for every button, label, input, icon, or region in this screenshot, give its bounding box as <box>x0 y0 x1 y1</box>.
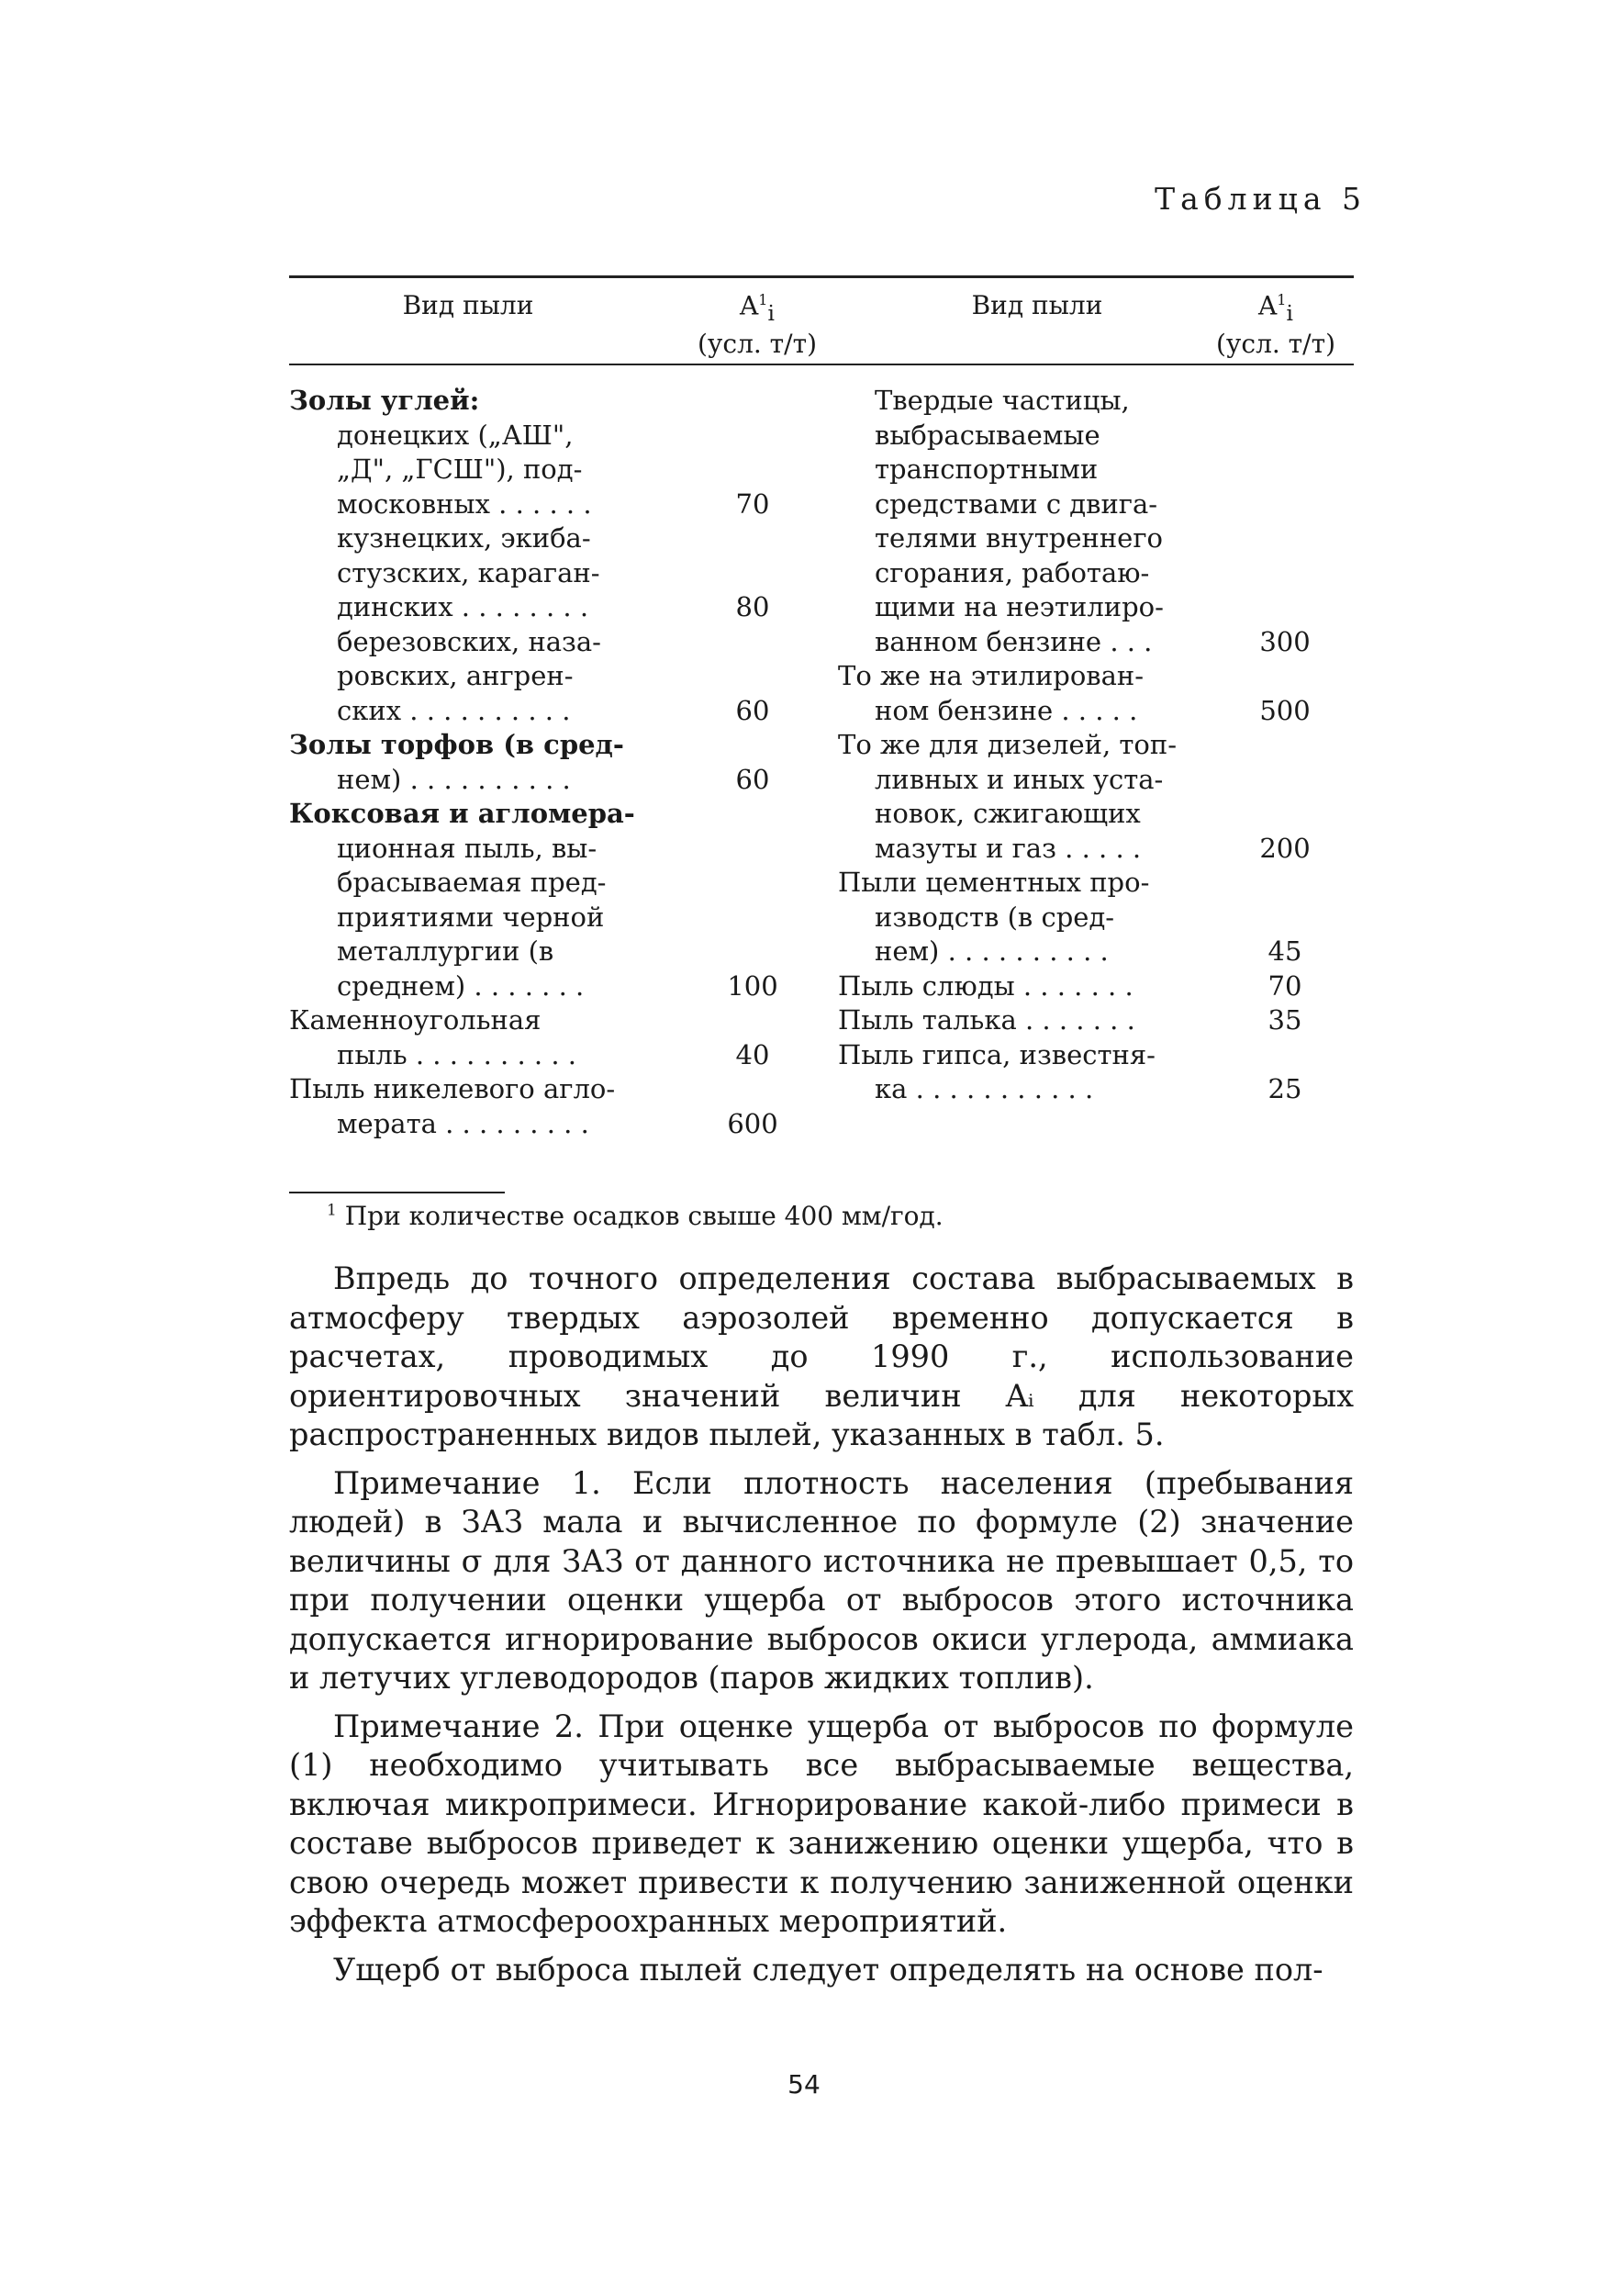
footnote <box>327 1201 944 1231</box>
dust-type-cell: пыль . . . . . . . . . . <box>337 1038 576 1070</box>
table-row <box>289 935 840 969</box>
dust-type-cell: Коксовая и агломера- <box>289 798 635 829</box>
dust-type-cell: березовских, наза- <box>337 625 601 657</box>
paragraph-note-1: Примечание 1. Если плотность населения (пребывания людей) в ЗАЗ мала и вычисленное по формуле (2) значение величины σ для ЗАЗ от данного источника не превышает 0,5, то при получении оценки ущерба от выбросов этого источника допускается игнорирование выбросов окиси углерода, аммиака и летучих углеводородов (паров жидких топлив). <box>289 1464 1354 1696</box>
table-row <box>831 763 1358 798</box>
table-row <box>289 453 840 487</box>
dust-type-cell: То же на этилирован- <box>838 660 1145 691</box>
coefficient-cell: 300 <box>1259 625 1311 657</box>
dust-type-cell: Пыль талька . . . . . . . <box>838 1004 1135 1036</box>
table-row <box>831 487 1358 522</box>
table-row <box>831 419 1358 454</box>
coefficient-cell: 500 <box>1259 694 1311 726</box>
table-row <box>289 694 840 729</box>
dust-type-cell: То же для дизелей, топ- <box>838 729 1178 760</box>
table-row <box>831 866 1358 901</box>
dust-type-cell: металлургии (в <box>337 935 554 967</box>
table-row <box>289 969 840 1004</box>
table-row <box>831 659 1358 694</box>
table-row <box>831 1003 1358 1038</box>
table-row <box>831 590 1358 625</box>
table-row <box>289 832 840 867</box>
page-number: 54 <box>787 2069 821 2100</box>
dust-type-cell: стузских, караган- <box>337 556 600 588</box>
dust-type-cell: щими на неэтилиро- <box>875 591 1164 622</box>
coefficient-cell: 60 <box>735 694 770 726</box>
dust-type-cell: новок, сжигающих <box>875 798 1141 829</box>
coefficient-cell: 70 <box>735 487 770 520</box>
header-dust-type-right: Вид пыли <box>971 290 1103 320</box>
table-row <box>289 556 840 591</box>
dust-type-cell: нем) . . . . . . . . . . <box>337 763 571 795</box>
dust-type-cell: ских . . . . . . . . . . <box>337 694 571 726</box>
dust-type-cell: Пыль слюды . . . . . . . <box>838 969 1133 1002</box>
dust-type-cell: выбрасываемые <box>875 419 1100 451</box>
table-row <box>831 1038 1358 1073</box>
dust-type-cell: сгорания, работаю- <box>875 556 1150 588</box>
table-row <box>831 901 1358 935</box>
table-row <box>289 1107 840 1142</box>
dust-type-cell: ка . . . . . . . . . . . <box>875 1073 1094 1104</box>
table-row <box>289 521 840 556</box>
table-caption: Таблица 5 <box>1155 181 1367 217</box>
coefficient-cell: 60 <box>735 763 770 795</box>
table-row <box>289 487 840 522</box>
footnote-text: При количестве осадков свыше 400 мм/год. <box>344 1201 944 1231</box>
coefficient-cell: 200 <box>1259 832 1311 864</box>
paragraph-intro: Впредь до точного определения состава выбрасываемых в атмосферу твердых аэрозолей временно допускается в расчетах, проводимых до 1990 г., использование ориентировочных значений величин Aᵢ для некоторых распространенных видов пылей, указанных в табл. 5. <box>289 1260 1354 1452</box>
header-symbol: A <box>1258 290 1278 321</box>
dust-type-cell: Пыль никелевого агло- <box>289 1073 616 1104</box>
table-row <box>289 763 840 798</box>
dust-type-cell: „Д", „ГСШ"), под- <box>337 454 583 485</box>
table-row <box>289 625 840 660</box>
table-row <box>831 521 1358 556</box>
table-row <box>831 625 1358 660</box>
coefficient-cell: 80 <box>735 591 770 622</box>
dust-type-cell: ционная пыль, вы- <box>337 832 597 864</box>
table-row <box>289 659 840 694</box>
dust-type-cell: мазуты и газ . . . . . <box>875 832 1142 864</box>
dust-type-cell: телями внутреннего <box>875 522 1163 554</box>
header-symbol: A <box>740 290 759 321</box>
table-row <box>289 1038 840 1073</box>
table-row <box>831 694 1358 729</box>
header-unit: (усл. т/т) <box>697 328 817 359</box>
table-row <box>289 384 840 419</box>
dust-type-cell: Пыли цементных про- <box>838 867 1150 898</box>
dust-type-cell: Твердые частицы, <box>875 385 1130 416</box>
dust-type-cell: транспортными <box>875 454 1099 485</box>
table-row <box>831 935 1358 969</box>
dust-type-cell: донецких („АШ", <box>337 419 574 451</box>
table-row <box>289 419 840 454</box>
table-row <box>289 797 840 832</box>
header-coefficient-left <box>675 285 840 360</box>
dust-type-cell: ванном бензине . . . <box>875 625 1153 657</box>
dust-type-cell: мерата . . . . . . . . . <box>337 1107 589 1139</box>
header-sub: i <box>1286 299 1293 326</box>
header-coefficient-right <box>1193 285 1358 360</box>
coefficient-cell: 45 <box>1267 935 1302 967</box>
header-sup: 1 <box>758 291 768 308</box>
table-top-rule <box>289 275 1354 278</box>
dust-type-cell: динских . . . . . . . . <box>337 591 589 622</box>
table-row <box>289 590 840 625</box>
table-row <box>289 866 840 901</box>
dust-type-cell: кузнецких, экиба- <box>337 522 591 554</box>
dust-type-cell: нем) . . . . . . . . . . <box>875 935 1109 967</box>
dust-type-cell: брасываемая пред- <box>337 867 607 898</box>
table-row <box>831 384 1358 419</box>
table-row <box>831 797 1358 832</box>
dust-type-cell: ровских, ангрен- <box>337 660 574 691</box>
header-sup: 1 <box>1277 291 1287 308</box>
paragraph-damage: Ущерб от выброса пылей следует определять на основе пол- <box>333 1951 1323 1988</box>
paragraph-note-2: Примечание 2. При оценке ущерба от выбросов по формуле (1) необходимо учитывать все выбрасываемые вещества, включая микропримеси. Игнорирование какой-либо примеси в составе выбросов приведет к занижению оценки ущерба, что в свою очередь может привести к получению заниженной оценки эффекта атмосфероохранных мероприятий. <box>289 1708 1354 1939</box>
footnote-mark: 1 <box>327 1201 337 1220</box>
table-row <box>831 832 1358 867</box>
coefficient-cell: 40 <box>735 1038 770 1070</box>
table-row <box>831 556 1358 591</box>
dust-type-cell: изводств (в сред- <box>875 901 1115 933</box>
coefficient-cell: 600 <box>727 1107 778 1139</box>
table-row <box>831 728 1358 763</box>
coefficient-cell: 100 <box>727 969 778 1002</box>
header-unit: (усл. т/т) <box>1215 328 1335 359</box>
table-row <box>831 453 1358 487</box>
dust-type-cell: ливных и иных уста- <box>875 763 1164 795</box>
body-text <box>289 1260 1354 1999</box>
table-left-column <box>289 384 840 1141</box>
header-dust-type-left: Вид пыли <box>402 290 534 320</box>
table-row <box>289 901 840 935</box>
dust-type-cell: Золы углей: <box>289 385 480 416</box>
table-row <box>831 969 1358 1004</box>
dust-type-cell: Каменноугольная <box>289 1004 542 1036</box>
dust-type-cell: Пыль гипса, известня- <box>838 1038 1156 1070</box>
dust-type-cell: Золы торфов (в сред- <box>289 729 624 760</box>
coefficient-cell: 35 <box>1267 1004 1302 1036</box>
table-row <box>289 1003 840 1038</box>
table-header-rule <box>289 364 1354 365</box>
dust-type-cell: среднем) . . . . . . . <box>337 969 585 1002</box>
dust-type-cell: средствами с двига- <box>875 487 1158 520</box>
table-row <box>289 1072 840 1107</box>
footnote-rule <box>289 1192 505 1193</box>
dust-type-cell: приятиями черной <box>337 901 605 933</box>
table-right-column <box>831 384 1358 1107</box>
dust-type-cell: московных . . . . . . <box>337 487 592 520</box>
table-row <box>289 728 840 763</box>
dust-type-cell: ном бензине . . . . . <box>875 694 1138 726</box>
table-row <box>831 1072 1358 1107</box>
coefficient-cell: 25 <box>1267 1073 1302 1104</box>
coefficient-cell: 70 <box>1267 969 1302 1002</box>
header-sub: i <box>767 299 775 326</box>
